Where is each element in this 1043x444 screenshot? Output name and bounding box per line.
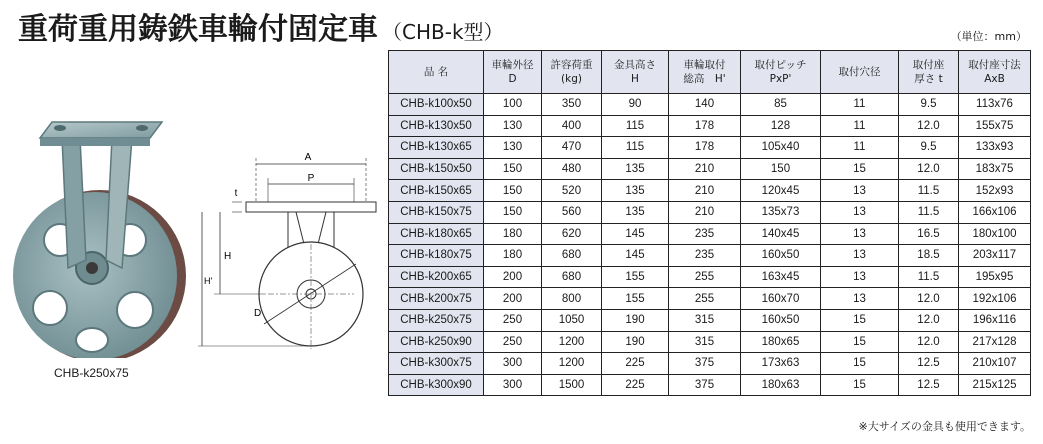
table-cell: 18.5 (899, 245, 959, 267)
header-cell: 品 名 (389, 51, 484, 94)
table-cell: 115 (602, 137, 669, 159)
table-row (389, 201, 1031, 223)
product-name-cell: CHB-k180x75 (389, 245, 484, 267)
table-cell: 255 (669, 288, 741, 310)
table-cell: 210x107 (959, 353, 1031, 375)
table-cell: 113x76 (959, 94, 1031, 116)
table-cell: 11 (821, 94, 899, 116)
table-cell: 520 (542, 180, 602, 202)
table-cell: 200 (484, 288, 542, 310)
table-cell: 200 (484, 266, 542, 288)
table-cell: 11.5 (899, 266, 959, 288)
table-cell: 155 (602, 288, 669, 310)
table-cell: 180 (484, 223, 542, 245)
header-cell: 許容荷重 (kg) (542, 51, 602, 94)
table-cell: 13 (821, 201, 899, 223)
table-cell: 166x106 (959, 201, 1031, 223)
product-name-cell: CHB-k100x50 (389, 94, 484, 116)
table-cell: 128 (741, 115, 821, 137)
table-cell: 315 (669, 331, 741, 353)
table-cell: 15 (821, 374, 899, 396)
table-cell: 12.0 (899, 288, 959, 310)
table-cell: 250 (484, 309, 542, 331)
table-cell: 300 (484, 353, 542, 375)
product-name-cell: CHB-k180x65 (389, 223, 484, 245)
product-name-cell: CHB-k300x75 (389, 353, 484, 375)
table-cell: 173x63 (741, 353, 821, 375)
table-cell: 160x50 (741, 245, 821, 267)
table-cell: 210 (669, 201, 741, 223)
table-cell: 217x128 (959, 331, 1031, 353)
table-cell: 190 (602, 309, 669, 331)
table-cell: 560 (542, 201, 602, 223)
footnote: ※大サイズの金具も使用できます。 (858, 420, 1031, 433)
table-cell: 140x45 (741, 223, 821, 245)
table-row (389, 245, 1031, 267)
table-header-row (389, 51, 1031, 94)
table-cell: 315 (669, 309, 741, 331)
product-name-cell: CHB-k200x75 (389, 288, 484, 310)
table-cell: 180x63 (741, 374, 821, 396)
table-cell: 180x65 (741, 331, 821, 353)
table-cell: 16.5 (899, 223, 959, 245)
table-cell: 130 (484, 115, 542, 137)
table-cell: 375 (669, 353, 741, 375)
header-cell: 取付座 厚さ t (899, 51, 959, 94)
table-cell: 192x106 (959, 288, 1031, 310)
table-cell: 163x45 (741, 266, 821, 288)
table-cell: 1050 (542, 309, 602, 331)
table-row (389, 223, 1031, 245)
table-cell: 140 (669, 94, 741, 116)
table-cell: 11 (821, 137, 899, 159)
product-name-cell: CHB-k150x50 (389, 158, 484, 180)
table-row (389, 180, 1031, 202)
product-name-cell: CHB-k250x90 (389, 331, 484, 353)
table-cell: 120x45 (741, 180, 821, 202)
table-cell: 135x73 (741, 201, 821, 223)
label-p: P (307, 173, 315, 184)
header-cell: 車輪外径 D (484, 51, 542, 94)
table-cell: 9.5 (899, 137, 959, 159)
table-cell: 145 (602, 223, 669, 245)
table-cell: 9.5 (899, 94, 959, 116)
table-cell: 135 (602, 158, 669, 180)
table-cell: 1500 (542, 374, 602, 396)
photo-caption: CHB-k250x75 (54, 366, 129, 380)
table-cell: 12.5 (899, 374, 959, 396)
table-cell: 11.5 (899, 201, 959, 223)
table-cell: 1200 (542, 331, 602, 353)
table-cell: 190 (602, 331, 669, 353)
table-row (389, 137, 1031, 159)
table-cell: 145 (602, 245, 669, 267)
table-row (389, 266, 1031, 288)
table-cell: 100 (484, 94, 542, 116)
table-cell: 85 (741, 94, 821, 116)
table-cell: 210 (669, 158, 741, 180)
table-row (389, 158, 1031, 180)
table-cell: 15 (821, 309, 899, 331)
table-cell: 150 (484, 201, 542, 223)
table-cell: 180x100 (959, 223, 1031, 245)
table-cell: 195x95 (959, 266, 1031, 288)
table-cell: 105x40 (741, 137, 821, 159)
table-cell: 133x93 (959, 137, 1031, 159)
table-cell: 178 (669, 137, 741, 159)
table-cell: 15 (821, 158, 899, 180)
label-d: D (254, 308, 262, 319)
table-cell: 680 (542, 245, 602, 267)
table-cell: 375 (669, 374, 741, 396)
table-row (389, 374, 1031, 396)
table-cell: 12.0 (899, 115, 959, 137)
table-cell: 470 (542, 137, 602, 159)
table-cell: 13 (821, 223, 899, 245)
product-name-cell: CHB-k130x65 (389, 137, 484, 159)
table-row (389, 94, 1031, 116)
product-name-cell: CHB-k150x75 (389, 201, 484, 223)
table-cell: 225 (602, 374, 669, 396)
table-cell: 250 (484, 331, 542, 353)
unit-note: （単位：mm） (950, 30, 1027, 43)
label-a: A (304, 152, 312, 163)
table-cell: 135 (602, 201, 669, 223)
table-cell: 620 (542, 223, 602, 245)
table-cell: 12.0 (899, 331, 959, 353)
table-cell: 183x75 (959, 158, 1031, 180)
table-cell: 235 (669, 223, 741, 245)
table-cell: 680 (542, 266, 602, 288)
label-h-prime: H' (204, 276, 213, 286)
label-h: H (224, 251, 232, 262)
table-row (389, 353, 1031, 375)
table-cell: 203x117 (959, 245, 1031, 267)
table-cell: 115 (602, 115, 669, 137)
table-cell: 12.5 (899, 353, 959, 375)
table-cell: 150 (741, 158, 821, 180)
product-name-cell: CHB-k300x90 (389, 374, 484, 396)
table-cell: 152x93 (959, 180, 1031, 202)
table-cell: 400 (542, 115, 602, 137)
table-cell: 11 (821, 115, 899, 137)
table-row (389, 115, 1031, 137)
table-body (389, 94, 1031, 396)
table-cell: 350 (542, 94, 602, 116)
table-cell: 255 (669, 266, 741, 288)
caster-photo (0, 118, 190, 358)
header-cell: 金具高さ H (602, 51, 669, 94)
table-cell: 150 (484, 158, 542, 180)
label-t: t (234, 188, 238, 199)
table-cell: 12.0 (899, 158, 959, 180)
header-cell: 取付座寸法 AxB (959, 51, 1031, 94)
table-cell: 196x116 (959, 309, 1031, 331)
table-cell: 225 (602, 353, 669, 375)
table-cell: 160x50 (741, 309, 821, 331)
table-cell: 13 (821, 245, 899, 267)
table-cell: 180 (484, 245, 542, 267)
table-cell: 215x125 (959, 374, 1031, 396)
table-cell: 15 (821, 353, 899, 375)
table-cell: 300 (484, 374, 542, 396)
table-cell: 1200 (542, 353, 602, 375)
table-cell: 13 (821, 288, 899, 310)
table-row (389, 331, 1031, 353)
table-cell: 155x75 (959, 115, 1031, 137)
table-cell: 11.5 (899, 180, 959, 202)
dimension-diagram (196, 144, 386, 352)
product-name-cell: CHB-k130x50 (389, 115, 484, 137)
product-name-cell: CHB-k150x65 (389, 180, 484, 202)
table-cell: 155 (602, 266, 669, 288)
table-row (389, 288, 1031, 310)
title-main: 重荷重用鋳鉄車輪付固定車 (18, 12, 378, 47)
table-cell: 13 (821, 180, 899, 202)
table-cell: 178 (669, 115, 741, 137)
product-name-cell: CHB-k200x65 (389, 266, 484, 288)
table-cell: 13 (821, 266, 899, 288)
table-cell: 150 (484, 180, 542, 202)
header-cell: 車輪取付 総高 H' (669, 51, 741, 94)
table-cell: 235 (669, 245, 741, 267)
table-cell: 210 (669, 180, 741, 202)
table-cell: 160x70 (741, 288, 821, 310)
table-cell: 12.0 (899, 309, 959, 331)
spec-table (388, 50, 1031, 396)
table-cell: 135 (602, 180, 669, 202)
table-cell: 130 (484, 137, 542, 159)
table-cell: 800 (542, 288, 602, 310)
title-model: （CHB-k型） (382, 20, 504, 44)
product-name-cell: CHB-k250x75 (389, 309, 484, 331)
header-cell: 取付穴径 (821, 51, 899, 94)
table-cell: 480 (542, 158, 602, 180)
header-cell: 取付ピッチ PxP' (741, 51, 821, 94)
table-row (389, 309, 1031, 331)
table-cell: 15 (821, 331, 899, 353)
table-cell: 90 (602, 94, 669, 116)
page-title (18, 4, 504, 48)
